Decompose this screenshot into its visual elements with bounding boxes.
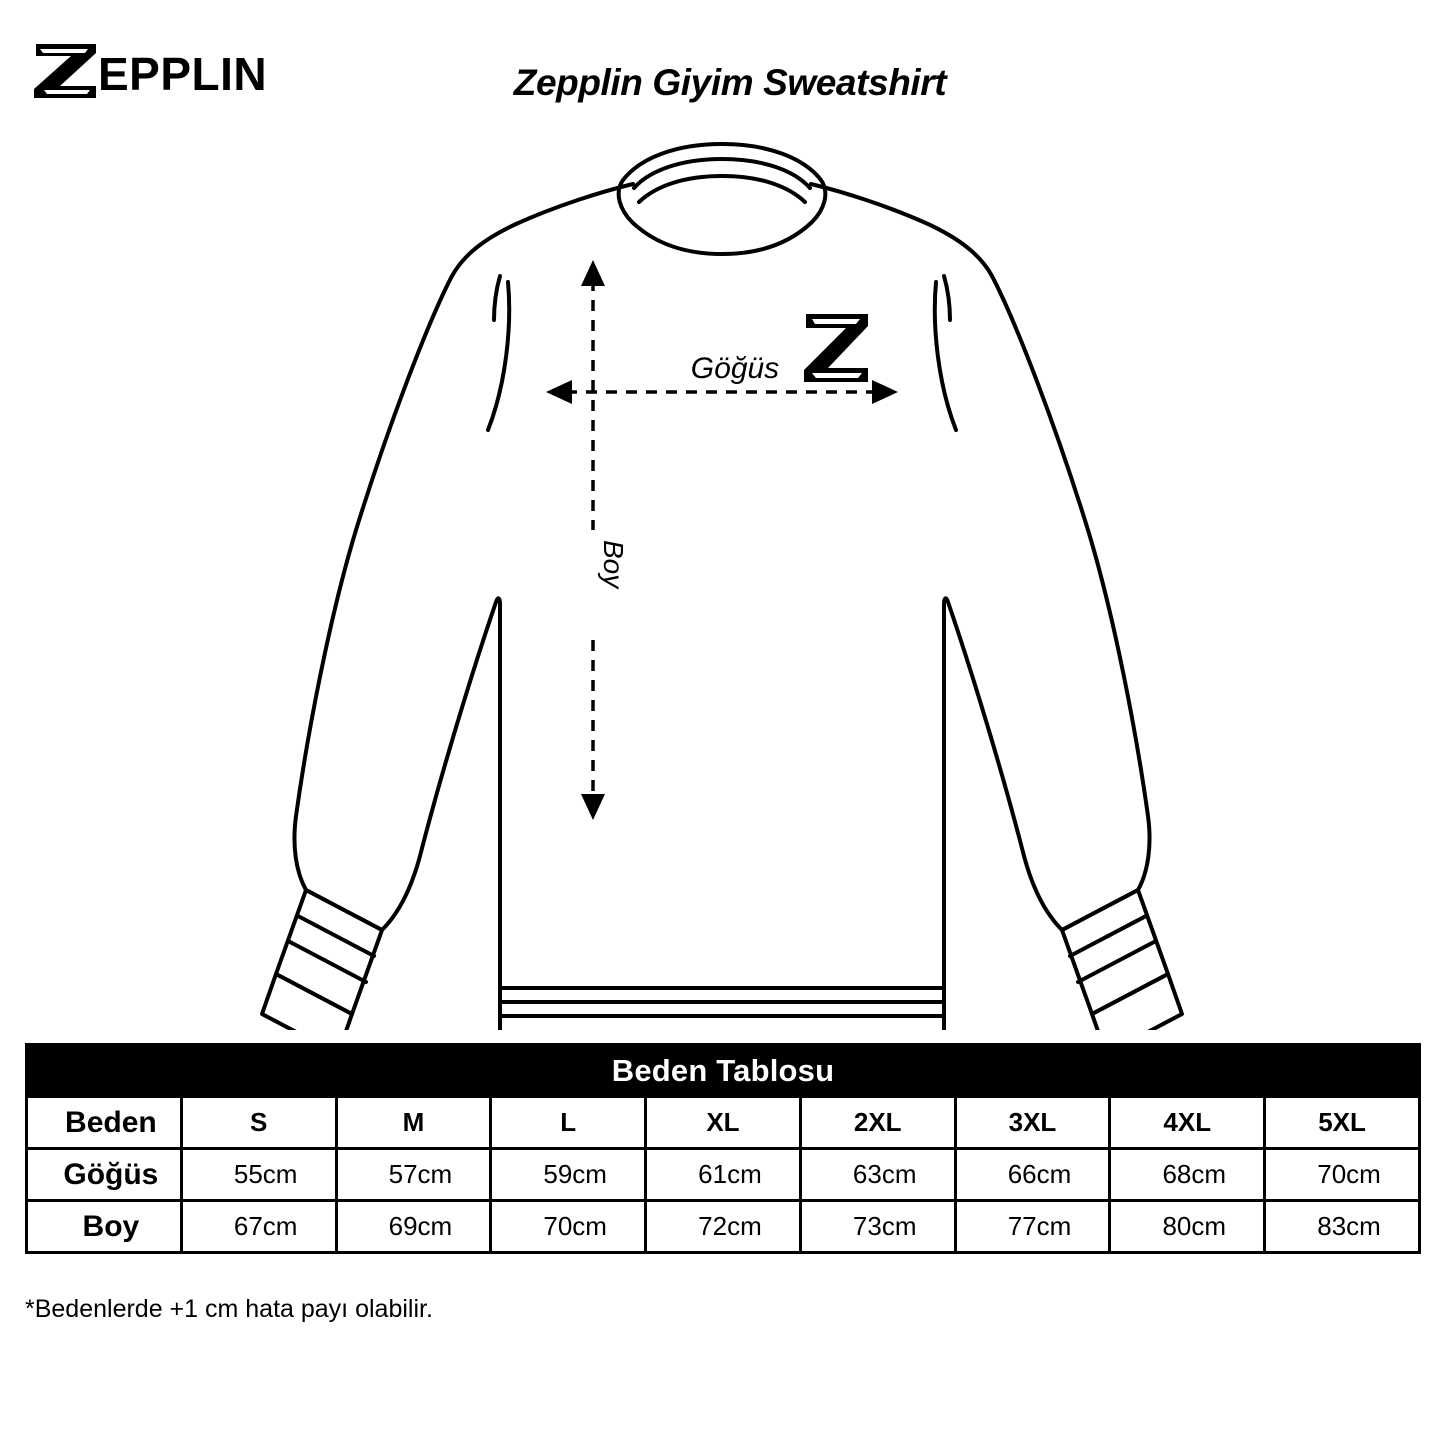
- cell-gogus-s: 55cm: [181, 1149, 336, 1201]
- cell-boy-l: 70cm: [491, 1201, 646, 1253]
- cell-gogus-xl: 61cm: [646, 1149, 801, 1201]
- header-cell-s: S: [181, 1097, 336, 1149]
- row-label-gogus: Göğüs: [27, 1149, 182, 1201]
- length-measure-label: Boy: [598, 540, 629, 589]
- brand-logo: [30, 38, 270, 104]
- header-cell-beden: Beden: [27, 1097, 182, 1149]
- table-title-row: [27, 1045, 1420, 1097]
- header-cell-xl: XL: [646, 1097, 801, 1149]
- cell-boy-xl: 72cm: [646, 1201, 801, 1253]
- cell-boy-4xl: 80cm: [1110, 1201, 1265, 1253]
- cell-boy-s: 67cm: [181, 1201, 336, 1253]
- cell-boy-m: 69cm: [336, 1201, 491, 1253]
- cell-gogus-l: 59cm: [491, 1149, 646, 1201]
- cell-gogus-m: 57cm: [336, 1149, 491, 1201]
- header-cell-5xl: 5XL: [1265, 1097, 1420, 1149]
- row-label-boy: Boy: [27, 1201, 182, 1253]
- header-cell-4xl: 4XL: [1110, 1097, 1265, 1149]
- header-cell-l: L: [491, 1097, 646, 1149]
- header-cell-2xl: 2XL: [800, 1097, 955, 1149]
- table-row: [27, 1149, 1420, 1201]
- chest-measure-label: Göğüs: [690, 352, 780, 385]
- table-header-row: [27, 1097, 1420, 1149]
- page-title-product: Sweatshirt: [763, 62, 947, 103]
- cell-gogus-2xl: 63cm: [800, 1149, 955, 1201]
- cell-boy-5xl: 83cm: [1265, 1201, 1420, 1253]
- header-cell-m: M: [336, 1097, 491, 1149]
- footnote: *Bedenlerde +1 cm hata payı olabilir.: [25, 1295, 433, 1323]
- page-title: [380, 62, 1080, 104]
- table-title: Beden Tablosu: [27, 1045, 1420, 1097]
- size-table: [25, 1043, 1421, 1254]
- table-row: [27, 1201, 1420, 1253]
- chest-monogram-icon: [804, 314, 868, 382]
- header: [0, 0, 1445, 140]
- svg-text:EPPLIN: EPPLIN: [98, 48, 268, 100]
- size-table-container: [25, 1043, 1421, 1254]
- cell-gogus-4xl: 68cm: [1110, 1149, 1265, 1201]
- sweatshirt-illustration: [0, 130, 1445, 1030]
- cell-boy-3xl: 77cm: [955, 1201, 1110, 1253]
- cell-gogus-3xl: 66cm: [955, 1149, 1110, 1201]
- cell-boy-2xl: 73cm: [800, 1201, 955, 1253]
- cell-gogus-5xl: 70cm: [1265, 1149, 1420, 1201]
- page-title-brand: Zepplin Giyim: [513, 62, 764, 103]
- header-cell-3xl: 3XL: [955, 1097, 1110, 1149]
